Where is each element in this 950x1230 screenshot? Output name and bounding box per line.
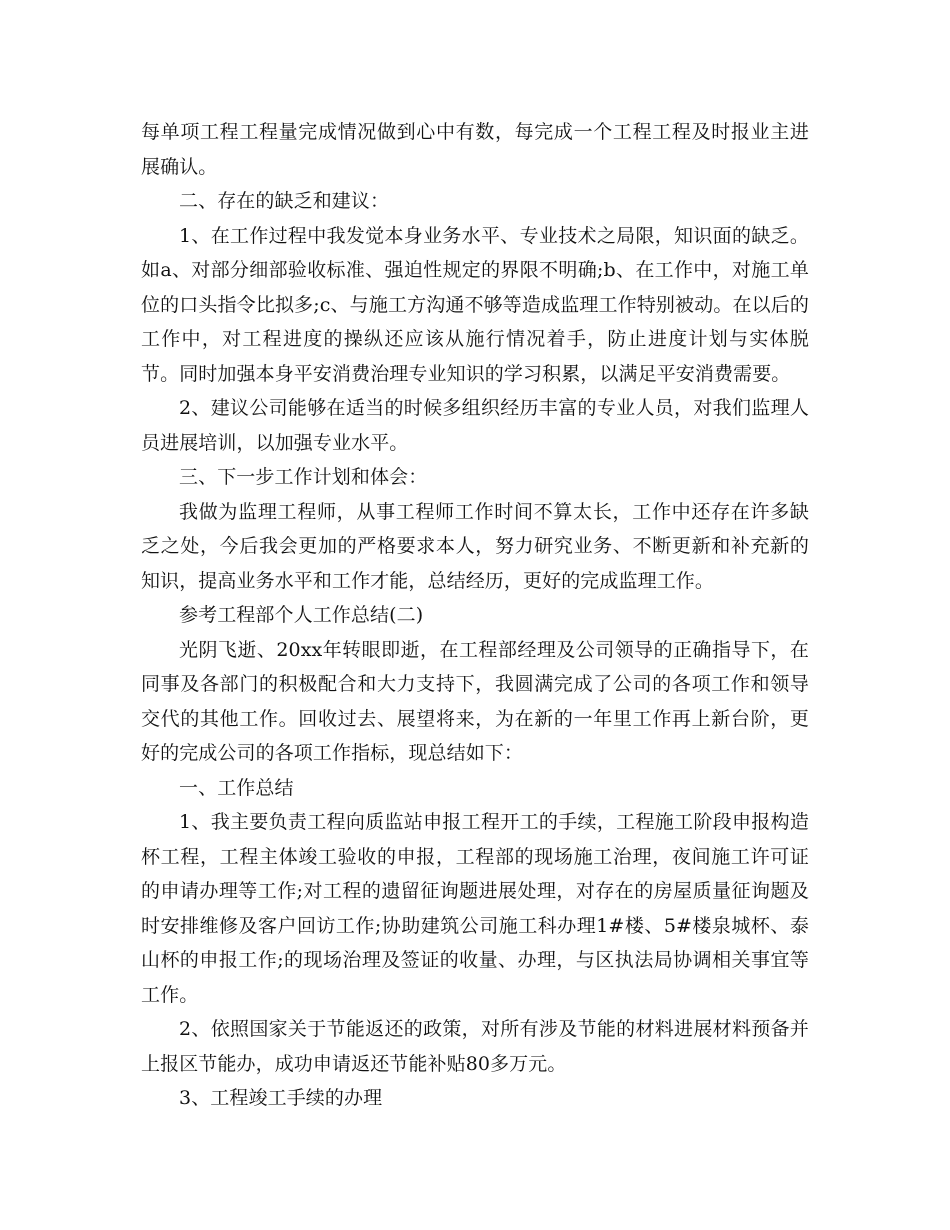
section-heading-shortcomings: 二、存在的缺乏和建议： xyxy=(179,190,390,212)
section-heading-work-summary: 一、工作总结 xyxy=(179,776,294,799)
paragraph-shortcoming-1: 1、在工作过程中我发觉本身业务水平、专业技术之局限，知识面的缺乏。如a、对部分细部验收标准、强迫性规定的界限不明确;b、在工作中，对施工单位的口头指令比拟多;c、与施工方沟通不够等造成监理工作特别被动。在以后的工作中，对工程进度的操纵还应该从施行情况着手，防止进度计划与实体脱节。同时加强本身平安消费治理专业知识的学习积累，以满足平安消费需要。 xyxy=(141,224,809,385)
document-body xyxy=(141,115,809,1116)
document-subtitle: 参考工程部个人工作总结(二) xyxy=(179,604,424,626)
paragraph-next-plan: 我做为监理工程师，从事工程师工作时间不算太长，工作中还存在许多缺乏之处，今后我会更加的严格要求本人，努力研究业务、不断更新和补充新的知识，提高业务水平和工作才能，总结经历，更好的完成监理工作。 xyxy=(141,500,809,592)
paragraph-work-3: 3、工程竣工手续的办理 xyxy=(179,1087,383,1109)
paragraph-intro: 光阴飞逝、20xx年转眼即逝，在工程部经理及公司领导的正确指导下，在同事及各部门的积极配合和大力支持下，我圆满完成了公司的各项工作和领导交代的其他工作。回收过去、展望将来，为在新的一年里工作再上新台阶，更好的完成公司的各项工作指标，现总结如下： xyxy=(141,638,809,764)
paragraph-work-2: 2、依照国家关于节能返还的政策，对所有涉及节能的材料进展材料预备并上报区节能办，成功申请返还节能补贴80多万元。 xyxy=(141,1018,809,1075)
paragraph-work-1: 1、我主要负责工程向质监站申报工程开工的手续，工程施工阶段申报构造杯工程，工程主体竣工验收的申报，工程部的现场施工治理，夜间施工许可证的申请办理等工作;对工程的遗留征询题进展处理，对存在的房屋质量征询题及时安排维修及客户回访工作;协助建筑公司施工科办理1#楼、5#楼泉城杯、泰山杯的申报工作;的现场治理及签证的收量、办理，与区执法局协调相关事宜等工作。 xyxy=(141,811,809,1006)
section-heading-next-plan: 三、下一步工作计划和体会： xyxy=(179,466,428,488)
paragraph-suggestion-2: 2、建议公司能够在适当的时候多组织经历丰富的专业人员，对我们监理人员进展培训，以加强专业水平。 xyxy=(141,397,809,454)
paragraph-continuation: 每单项工程工程量完成情况做到心中有数，每完成一个工程工程及时报业主进展确认。 xyxy=(141,121,809,178)
